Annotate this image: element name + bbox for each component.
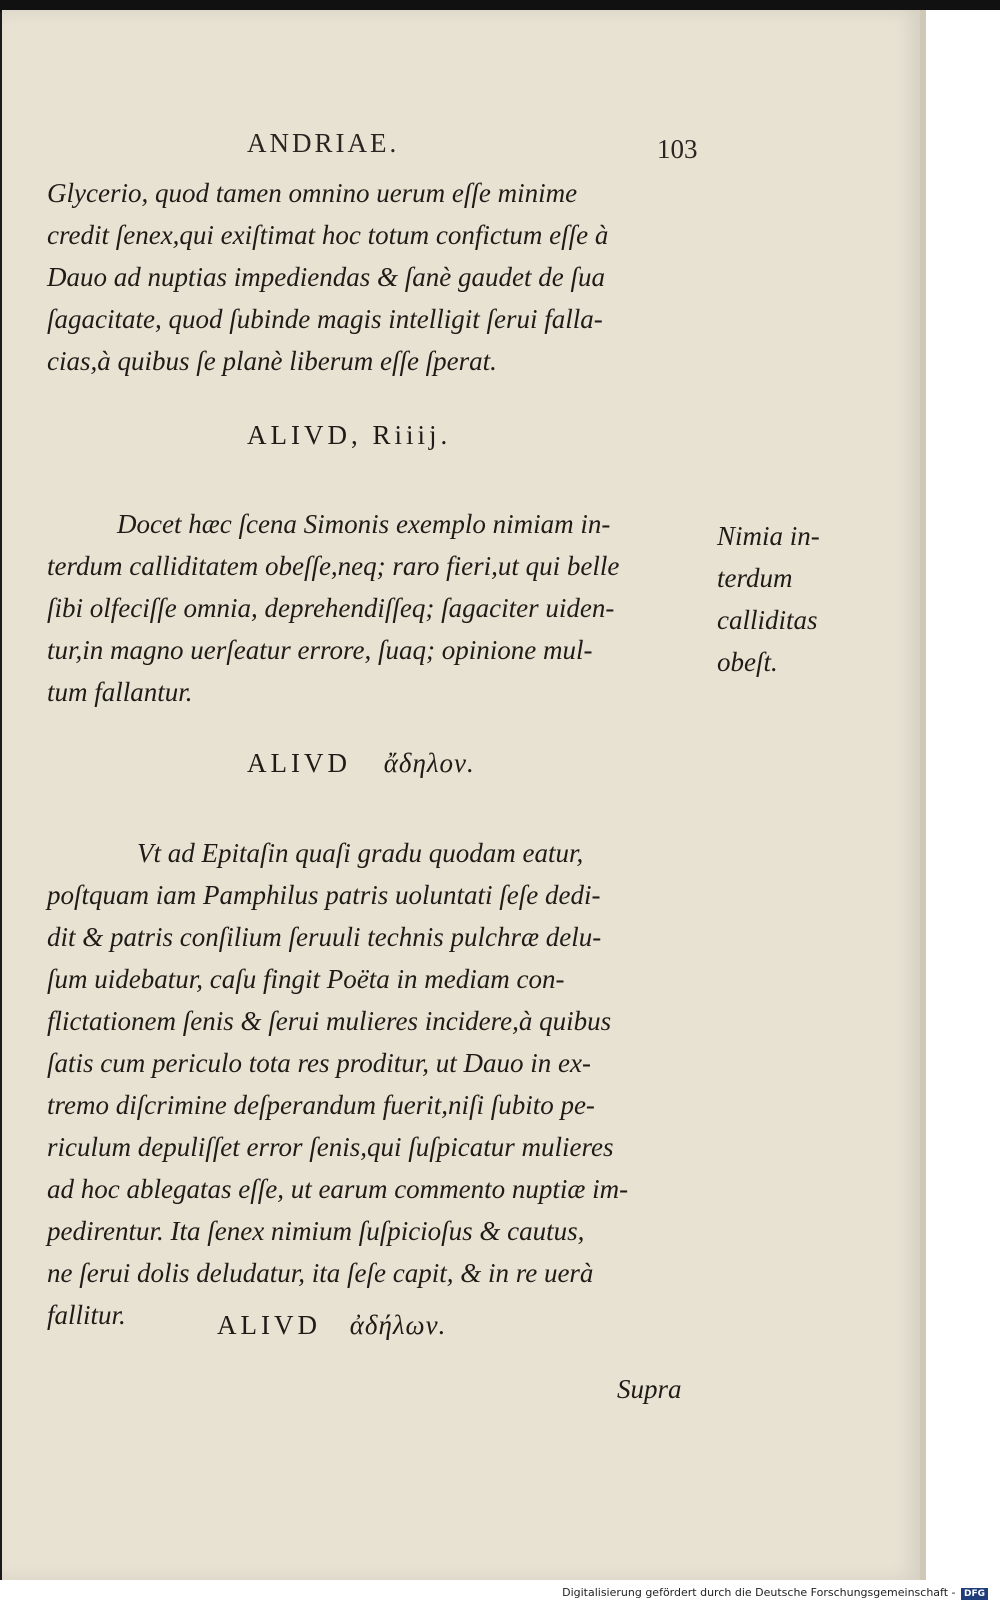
text-line: terdum calliditatem obeſſe,neq; raro fieri,ut qui belle: [47, 551, 620, 581]
catchword: Supra: [617, 1374, 682, 1404]
paragraph-2: [47, 503, 712, 713]
text-line: dit & patris conſilium ſeruuli technis pulchræ delu-: [47, 922, 602, 952]
book-page: [2, 10, 926, 1580]
footer-credit: [562, 1586, 988, 1600]
heading-greek: ἄδηλον.: [383, 748, 475, 778]
heading-greek: ἀδήλων.: [349, 1310, 447, 1340]
page-number: 103: [657, 134, 698, 164]
text-line: ſum uidebatur, caſu fingit Poëta in mediam con-: [47, 964, 565, 994]
margin-line: calliditas: [717, 605, 818, 635]
text-line: Dauo ad nuptias impediendas & ſanè gaudet de ſua: [47, 262, 605, 292]
text-line: Docet hæc ſcena Simonis exemplo nimiam in-: [117, 509, 611, 539]
text-line: poſtquam iam Pamphilus patris uoluntati ſeſe dedi-: [47, 880, 601, 910]
margin-line: Nimia in-: [717, 521, 820, 551]
text-line: riculum depuliſſet error ſenis,qui ſuſpicatur mulieres: [47, 1132, 614, 1162]
text-line: cias,à quibus ſe planè liberum eſſe ſperat.: [47, 346, 497, 376]
dfg-logo: DFG: [961, 1588, 988, 1600]
text-line: pedirentur. Ita ſenex nimium ſuſpicioſus & cautus,: [47, 1216, 585, 1246]
text-line: ad hoc ablegatas eſſe, ut earum commento nuptiæ im-: [47, 1174, 629, 1204]
text-line: fallitur.: [47, 1300, 126, 1330]
margin-line: obeſt.: [717, 647, 778, 677]
text-line: ne ſerui dolis deludatur, ita ſeſe capit, & in re uerà: [47, 1258, 594, 1288]
paragraph-1: [47, 172, 712, 382]
text-line: tur,in magno uerſeatur errore, ſuaq; opinione mul-: [47, 635, 593, 665]
section-heading-3: [217, 1310, 446, 1341]
text-line: Vt ad Epitaſin quaſi gradu quodam eatur,: [137, 838, 584, 868]
margin-line: terdum: [717, 563, 793, 593]
heading-label: ALIVD: [217, 1310, 321, 1340]
text-line: Glycerio, quod tamen omnino uerum eſſe minime: [47, 178, 578, 208]
section-heading: ALIVD, Riiij.: [247, 420, 452, 450]
text-line: ſatis cum periculo tota res proditur, ut Dauo in ex-: [47, 1048, 591, 1078]
scan-background: [926, 10, 1000, 1580]
running-head: ANDRIAE.: [247, 128, 400, 158]
footer-text: Digitalisierung gefördert durch die Deutsche Forschungsgemeinschaft -: [562, 1586, 956, 1599]
text-line: tremo diſcrimine deſperandum fuerit,niſi ſubito pe-: [47, 1090, 595, 1120]
text-line: credit ſenex,qui exiſtimat hoc totum confictum eſſe à: [47, 220, 609, 250]
text-line: flictationem ſenis & ſerui mulieres incidere,à quibus: [47, 1006, 612, 1036]
heading-label: ALIVD: [247, 748, 351, 778]
text-line: ſagacitate, quod ſubinde magis intelligit ſerui falla-: [47, 304, 603, 334]
paragraph-3: [47, 832, 712, 1336]
marginal-note: [717, 515, 917, 683]
text-line: ſibi olfeciſſe omnia, deprehendiſſeq; ſagaciter uiden-: [47, 593, 615, 623]
section-heading-2: [247, 748, 475, 779]
text-line: tum fallantur.: [47, 677, 193, 707]
